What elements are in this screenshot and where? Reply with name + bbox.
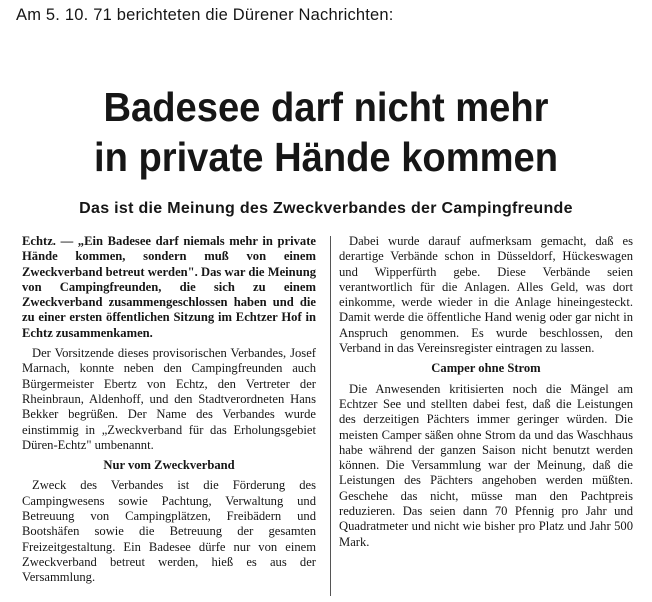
paragraph: Die Anwesenden kritisierten noch die Mängel am Echtzer See und stellten dabei fest, daß die Leistungen des derzeitigen Pächters immer geringer würden. Die meisten Camper säßen ohne Strom da und das Waschhaus habe während der ganzen Saison nicht benutzt werden können. Die Versammlung war der Meinung, daß die Leistungen des Pächters angehoben werden müßten. Geschehe das nicht, müsse man den Pachtpreis reduzieren. Das seien dann 70 Pfennig pro Jahr und Quadratmeter und nicht wie bisher pro Platz und Jahr 500 Mark. <box>339 381 633 549</box>
subheadline: Das ist die Meinung des Zweckverbandes der Campingfreunde <box>79 200 573 217</box>
paragraph: Zweck des Verbandes ist die Förderung des Campingwesens sowie Pachtung, Verwaltung und Betreuung von Campingplätzen, Freibädern und Bootshäfen sowie die Betreuung der gesamten Freizeitgestaltung. Ein Badesee dürfe nur von einem Zweckverband betreut werden, hieß es aus der Versammlung. <box>22 478 316 585</box>
paragraph: Der Vorsitzende dieses provisorischen Verbandes, Josef Marnach, konnte neben den Campingfreunden auch Bürgermeister Ebertz von Echtz, den Vertreter der Rheinbraun, Aldenhoff, und den Stadtverordneten Hans Bekker begrüßen. Der Name des Verbandes wurde einstimmig in „Zweckverband für das Erholungsgebiet Düren-Echtz" umbenannt. <box>22 346 316 452</box>
left-column <box>22 234 316 591</box>
headline-line-2: in private Hände kommen <box>93 134 559 180</box>
headline-line-1: Badesee darf nicht mehr <box>103 84 549 130</box>
section-heading: Camper ohne Strom <box>431 361 541 376</box>
right-column <box>339 234 633 555</box>
lead-paragraph: Echtz. — „Ein Badesee darf niemals mehr in private Hände kommen, sondern muß von einem Zweckverband betreut werden". Das war die Meinung von Campingfreunden, die sich zu einem Zweckverband zusammengeschlossen haben und die zu einer ersten öffentlichen Sitzung im Echtzer Hof in Echtz zusammenkamen. <box>22 234 316 340</box>
section-heading: Nur vom Zweckverband <box>103 458 235 473</box>
headline <box>23 82 629 182</box>
column-divider <box>330 236 331 596</box>
paragraph: Dabei wurde darauf aufmerksam gemacht, daß es derartige Verbände schon in Düsseldorf, Hückeswagen und Wipperfürth gebe. Diese Verbände seien verantwortlich für die Anlagen. Alles Geld, was dort einkomme, werde wieder in die Anlage hineingesteckt. Damit werde die öffentliche Hand wenig oder gar nicht in Anspruch genommen. Es wurde beschlossen, den Verband in das Vereinsregister eintragen zu lassen. <box>339 234 633 356</box>
intro-line: Am 5. 10. 71 berichteten die Dürener Nachrichten: <box>16 6 394 24</box>
